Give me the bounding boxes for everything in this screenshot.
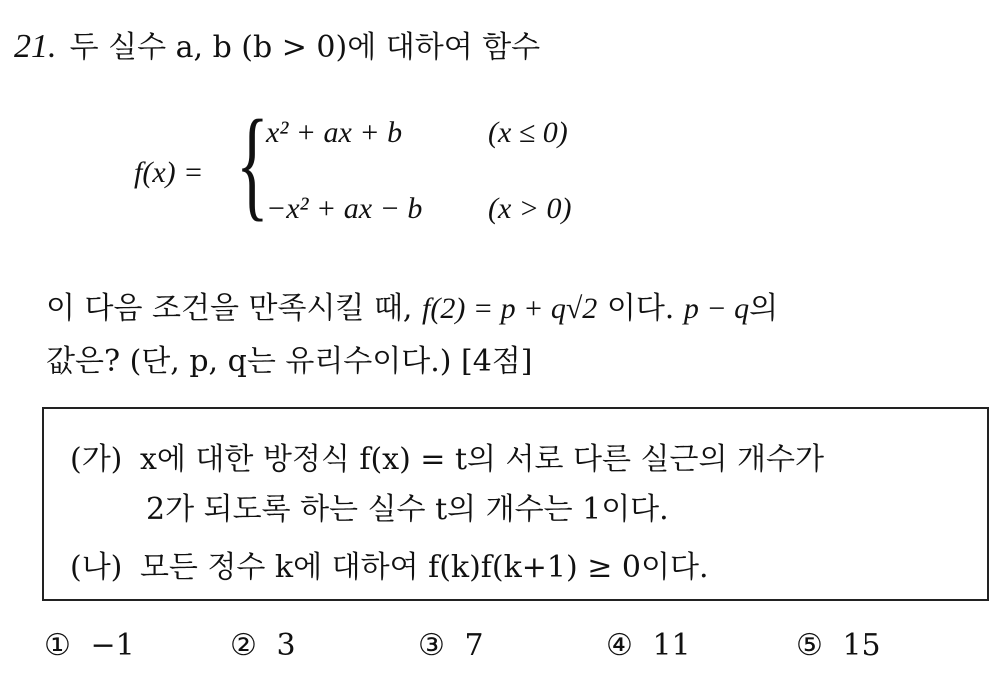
choice-3[interactable] <box>418 628 484 663</box>
condition-ga-line2: 2가 되도록 하는 실수 t의 개수는 1이다. <box>146 492 669 527</box>
condition-ga <box>70 434 824 478</box>
line1-prefix: 이 다음 조건을 만족시킬 때, <box>46 291 413 326</box>
choice-4-mark: ④ <box>606 628 633 663</box>
condition-na-label: (나) <box>70 550 123 585</box>
left-brace-icon: { <box>236 95 269 232</box>
choice-2-mark: ② <box>230 628 257 663</box>
line1-formula-2: p − q <box>683 292 750 325</box>
choice-1[interactable] <box>44 628 135 663</box>
condition-ga-line1: x에 대한 방정식 f(x) = t의 서로 다른 실근의 개수가 <box>139 442 824 477</box>
case1-condition: (x ≤ 0) <box>488 116 568 149</box>
question-intro: 두 실수 a, b (b > 0)에 대하여 함수 <box>69 30 541 65</box>
condition-na-line1: 모든 정수 k에 대하여 f(k)f(k+1) ≥ 0이다. <box>139 550 709 585</box>
line1-formula: f(2) = p + q√2 <box>422 292 598 325</box>
question-line-2: 값은? (단, p, q는 유리수이다.) [4점] <box>46 344 533 379</box>
choice-1-mark: ① <box>44 628 71 663</box>
case1-expression: x² + ax + b <box>266 116 403 149</box>
condition-ga-label: (가) <box>70 442 123 477</box>
choice-4[interactable] <box>606 628 691 663</box>
choice-5-mark: ⑤ <box>796 628 823 663</box>
choice-5-value: 15 <box>842 628 881 663</box>
line1-end: 의 <box>749 291 779 326</box>
choice-2[interactable] <box>230 628 296 663</box>
question-line-1 <box>46 283 778 327</box>
choice-3-mark: ③ <box>418 628 445 663</box>
choice-3-value: 7 <box>464 628 484 663</box>
line1-mid: 이다. <box>606 291 675 326</box>
case2-condition: (x > 0) <box>488 192 572 225</box>
condition-na <box>70 542 709 586</box>
case2-expression: −x² + ax − b <box>266 192 423 225</box>
choice-5[interactable] <box>796 628 881 663</box>
choice-2-value: 3 <box>276 628 296 663</box>
question-header <box>14 22 540 66</box>
choice-4-value: 11 <box>652 628 691 663</box>
choice-1-value: −1 <box>90 628 135 663</box>
question-number: 21. <box>14 28 57 65</box>
function-lhs: f(x) = <box>134 156 204 189</box>
